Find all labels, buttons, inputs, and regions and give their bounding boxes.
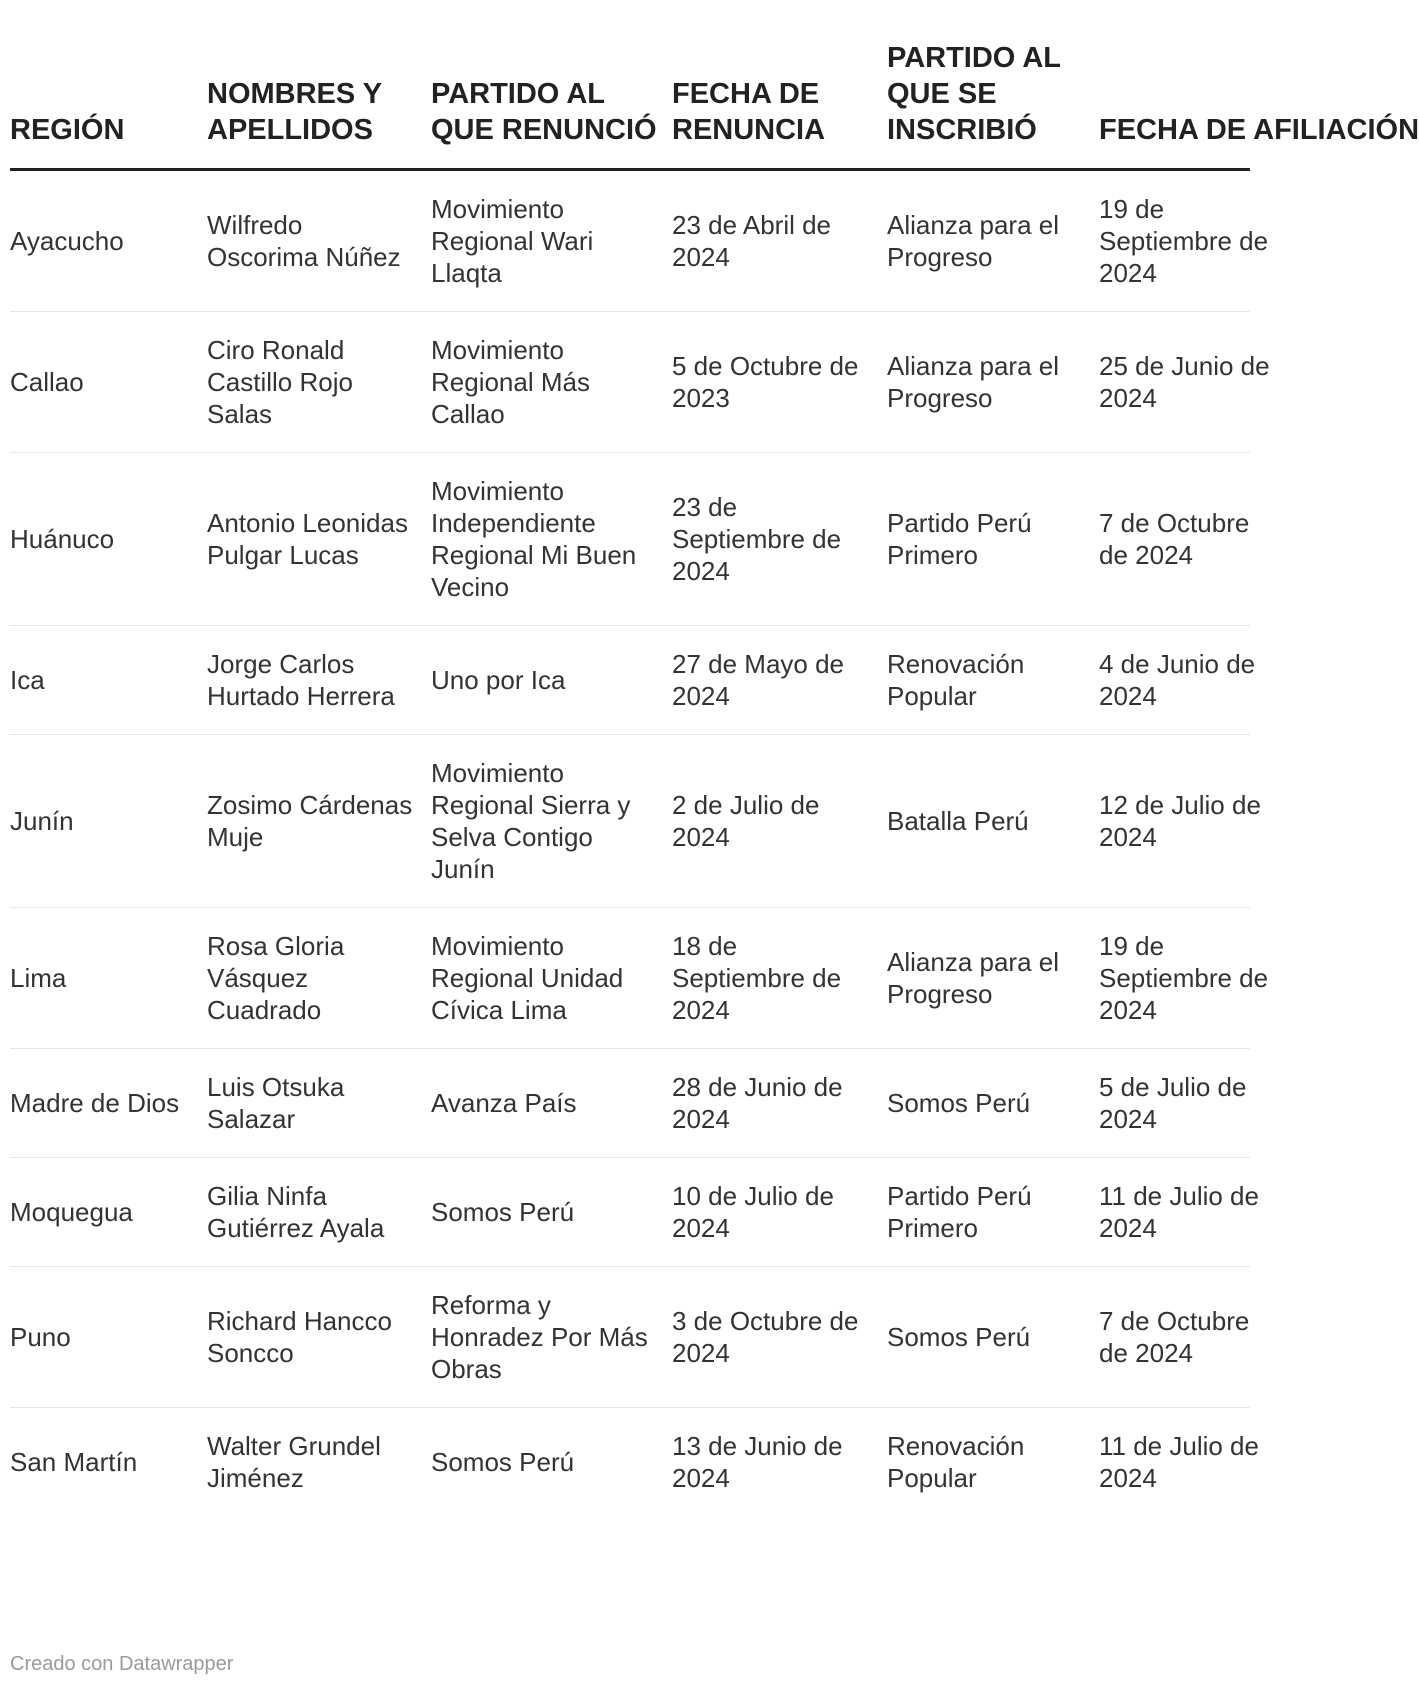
cell-joined-party xyxy=(887,1267,1099,1408)
cell-resigned-party xyxy=(431,1408,672,1517)
cell-names xyxy=(207,626,431,735)
cell-names xyxy=(207,735,431,908)
cell-joined-party-text: Alianza para el Progreso xyxy=(887,351,1059,413)
cell-region xyxy=(10,1158,207,1267)
cell-resignation-date xyxy=(672,1408,887,1517)
cell-affiliation-date xyxy=(1099,626,1256,735)
cell-region xyxy=(10,1408,207,1517)
table-row xyxy=(10,626,1250,735)
cell-resigned-party xyxy=(431,453,672,626)
cell-resignation-date xyxy=(672,908,887,1049)
cell-region-text: Puno xyxy=(10,1322,71,1352)
cell-joined-party-text: Alianza para el Progreso xyxy=(887,210,1059,272)
cell-joined-party xyxy=(887,735,1099,908)
cell-region xyxy=(10,626,207,735)
datawrapper-credit[interactable]: Creado con Datawrapper xyxy=(10,1653,234,1675)
cell-affiliation-date-text: 7 de Octubre de 2024 xyxy=(1099,1306,1250,1368)
cell-names-text: Zosimo Cárdenas Muje xyxy=(207,790,413,852)
table-row xyxy=(10,735,1250,908)
cell-affiliation-date-text: 19 de Septiembre de 2024 xyxy=(1099,194,1269,288)
cell-names-text: Ciro Ronald Castillo Rojo Salas xyxy=(207,335,353,429)
cell-resignation-date-text: 23 de Abril de 2024 xyxy=(672,210,832,272)
cell-affiliation-date xyxy=(1099,1158,1259,1267)
cell-region-text: Junín xyxy=(10,806,74,836)
cell-names xyxy=(207,1267,431,1408)
cell-resignation-date xyxy=(672,312,887,453)
cell-resignation-date-text: 5 de Octubre de 2023 xyxy=(672,351,859,413)
cell-joined-party-text: Renovación Popular xyxy=(887,649,1025,711)
cell-affiliation-date xyxy=(1099,908,1269,1049)
column-header-affiliation-date-text: FECHA DE AFILIACIÓN xyxy=(1099,114,1419,146)
cell-region xyxy=(10,312,207,453)
cell-region-text: Lima xyxy=(10,963,67,993)
cell-resigned-party xyxy=(431,170,672,312)
cell-resigned-party xyxy=(431,312,672,453)
cell-resigned-party xyxy=(431,735,672,908)
cell-affiliation-date-text: 4 de Junio de 2024 xyxy=(1099,649,1256,711)
cell-resigned-party-text: Somos Perú xyxy=(431,1447,575,1477)
cell-resigned-party-text: Uno por Ica xyxy=(431,665,566,695)
cell-affiliation-date-text: 11 de Julio de 2024 xyxy=(1099,1431,1259,1493)
cell-joined-party-text: Partido Perú Primero xyxy=(887,1181,1032,1243)
cell-joined-party-text: Alianza para el Progreso xyxy=(887,947,1059,1009)
cell-joined-party xyxy=(887,453,1099,626)
table-row xyxy=(10,453,1250,626)
cell-affiliation-date xyxy=(1099,312,1270,453)
cell-names-text: Rosa Gloria Vásquez Cuadrado xyxy=(207,931,345,1025)
cell-resignation-date xyxy=(672,1049,887,1158)
cell-region xyxy=(10,735,207,908)
cell-region-text: Callao xyxy=(10,367,84,397)
table-header-row xyxy=(10,40,1250,170)
cell-resigned-party xyxy=(431,1158,672,1267)
cell-region xyxy=(10,453,207,626)
cell-region xyxy=(10,1267,207,1408)
cell-names xyxy=(207,1049,431,1158)
cell-joined-party xyxy=(887,908,1099,1049)
cell-region xyxy=(10,908,207,1049)
cell-names xyxy=(207,312,431,453)
cell-resigned-party xyxy=(431,908,672,1049)
data-table xyxy=(10,40,1419,1516)
cell-joined-party xyxy=(887,312,1099,453)
cell-affiliation-date-text: 5 de Julio de 2024 xyxy=(1099,1072,1247,1134)
cell-affiliation-date-text: 25 de Junio de 2024 xyxy=(1099,351,1270,413)
cell-region-text: Ayacucho xyxy=(10,226,124,256)
cell-resignation-date xyxy=(672,735,887,908)
cell-resignation-date-text: 10 de Julio de 2024 xyxy=(672,1181,834,1243)
cell-affiliation-date xyxy=(1099,1049,1250,1158)
cell-resignation-date-text: 13 de Junio de 2024 xyxy=(672,1431,843,1493)
cell-joined-party-text: Partido Perú Primero xyxy=(887,508,1032,570)
cell-resigned-party-text: Movimiento Regional Sierra y Selva Contigo Junín xyxy=(431,758,631,884)
cell-region-text: Madre de Dios xyxy=(10,1088,180,1118)
cell-resigned-party-text: Movimiento Independiente Regional Mi Buen Vecino xyxy=(431,476,637,602)
cell-names-text: Luis Otsuka Salazar xyxy=(207,1072,345,1134)
cell-resigned-party-text: Somos Perú xyxy=(431,1197,575,1227)
cell-resigned-party-text: Movimiento Regional Unidad Cívica Lima xyxy=(431,931,624,1025)
cell-joined-party-text: Batalla Perú xyxy=(887,806,1029,836)
cell-joined-party xyxy=(887,170,1099,312)
cell-resignation-date-text: 18 de Septiembre de 2024 xyxy=(672,931,842,1025)
cell-resignation-date-text: 23 de Septiembre de 2024 xyxy=(672,492,842,586)
cell-resigned-party xyxy=(431,626,672,735)
cell-names-text: Wilfredo Oscorima Núñez xyxy=(207,210,401,272)
table-row xyxy=(10,908,1250,1049)
column-header-resigned-party: PARTIDO AL QUE RENUNCIÓ xyxy=(431,40,672,170)
cell-region xyxy=(10,1049,207,1158)
cell-resignation-date-text: 3 de Octubre de 2024 xyxy=(672,1306,859,1368)
cell-joined-party-text: Somos Perú xyxy=(887,1088,1031,1118)
cell-names-text: Jorge Carlos Hurtado Herrera xyxy=(207,649,395,711)
cell-joined-party-text: Somos Perú xyxy=(887,1322,1031,1352)
column-header-resignation-date: FECHA DE RENUNCIA xyxy=(672,40,887,170)
cell-names-text: Walter Grundel Jiménez xyxy=(207,1431,381,1493)
cell-affiliation-date xyxy=(1099,1408,1259,1517)
cell-resigned-party-text: Avanza País xyxy=(431,1088,577,1118)
table-row xyxy=(10,312,1250,453)
table-row xyxy=(10,170,1250,312)
cell-joined-party xyxy=(887,1408,1099,1517)
cell-region-text: Moquegua xyxy=(10,1197,133,1227)
table-body xyxy=(10,170,1270,1517)
cell-affiliation-date xyxy=(1099,170,1269,312)
cell-names-text: Antonio Leonidas Pulgar Lucas xyxy=(207,508,408,570)
cell-resignation-date xyxy=(672,1267,887,1408)
cell-region-text: Ica xyxy=(10,665,45,695)
cell-resignation-date-text: 28 de Junio de 2024 xyxy=(672,1072,843,1134)
column-header-names: NOMBRES Y APELLIDOS xyxy=(207,40,431,170)
table-row xyxy=(10,1267,1250,1408)
cell-names xyxy=(207,908,431,1049)
cell-resignation-date-text: 2 de Julio de 2024 xyxy=(672,790,820,852)
cell-resignation-date xyxy=(672,453,887,626)
cell-joined-party-text: Renovación Popular xyxy=(887,1431,1025,1493)
cell-region-text: San Martín xyxy=(10,1447,138,1477)
cell-names-text: Gilia Ninfa Gutiérrez Ayala xyxy=(207,1181,385,1243)
cell-names-text: Richard Hancco Soncco xyxy=(207,1306,392,1368)
cell-resigned-party-text: Movimiento Regional Más Callao xyxy=(431,335,590,429)
column-header-region: REGIÓN xyxy=(10,40,207,170)
table-row xyxy=(10,1158,1250,1267)
cell-resigned-party-text: Reforma y Honradez Por Más Obras xyxy=(431,1290,648,1384)
cell-region xyxy=(10,170,207,312)
cell-joined-party xyxy=(887,1158,1099,1267)
table-row xyxy=(10,1049,1250,1158)
cell-region-text: Huánuco xyxy=(10,524,115,554)
cell-resigned-party-text: Movimiento Regional Wari Llaqta xyxy=(431,194,594,288)
cell-affiliation-date-text: 7 de Octubre de 2024 xyxy=(1099,508,1250,570)
cell-resignation-date xyxy=(672,626,887,735)
cell-joined-party xyxy=(887,626,1099,735)
cell-resignation-date xyxy=(672,1158,887,1267)
cell-affiliation-date-text: 19 de Septiembre de 2024 xyxy=(1099,931,1269,1025)
cell-affiliation-date xyxy=(1099,453,1250,626)
table-scroll-container[interactable] xyxy=(10,40,1419,1516)
cell-names xyxy=(207,453,431,626)
cell-resignation-date-text: 27 de Mayo de 2024 xyxy=(672,649,845,711)
cell-resigned-party xyxy=(431,1267,672,1408)
cell-names xyxy=(207,1158,431,1267)
cell-resigned-party xyxy=(431,1049,672,1158)
cell-names xyxy=(207,1408,431,1517)
cell-affiliation-date-text: 12 de Julio de 2024 xyxy=(1099,790,1261,852)
table-row xyxy=(10,1408,1250,1517)
column-header-affiliation-date xyxy=(1099,40,1419,170)
cell-affiliation-date-text: 11 de Julio de 2024 xyxy=(1099,1181,1259,1243)
column-header-joined-party: PARTIDO AL QUE SE INSCRIBIÓ xyxy=(887,40,1099,170)
cell-affiliation-date xyxy=(1099,1267,1250,1408)
cell-names xyxy=(207,170,431,312)
cell-resignation-date xyxy=(672,170,887,312)
cell-affiliation-date xyxy=(1099,735,1261,908)
cell-joined-party xyxy=(887,1049,1099,1158)
